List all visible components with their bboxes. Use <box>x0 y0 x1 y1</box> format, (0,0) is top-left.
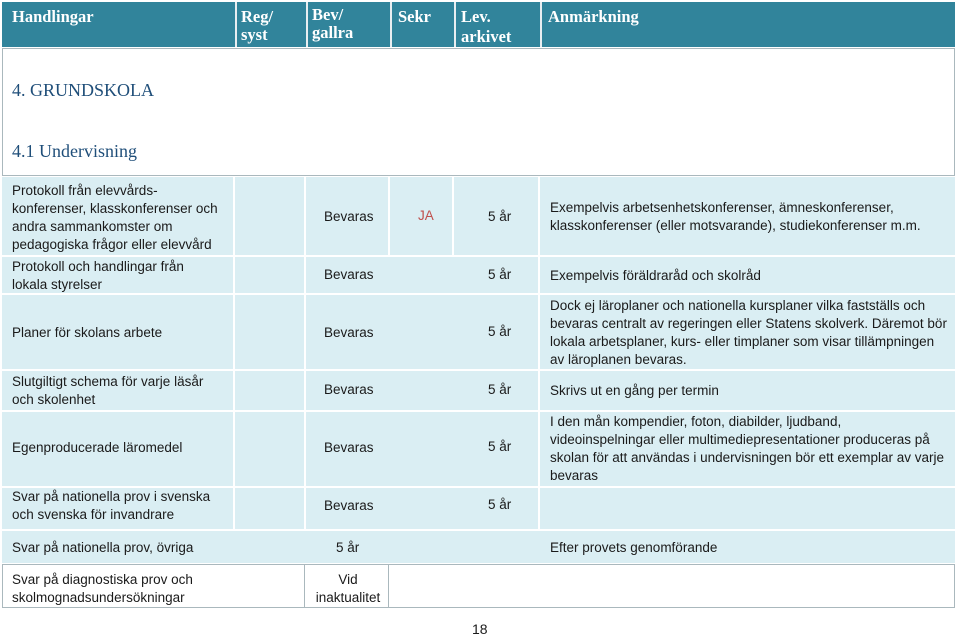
sekr-value: JA <box>418 208 434 223</box>
lev-value: 5 år <box>488 382 512 397</box>
bev-value: 5 år <box>336 540 360 555</box>
bev-value: Bevaras <box>324 382 374 397</box>
anm-value: Efter provets genomförande <box>550 540 718 555</box>
anm-value: I den mån kompendier, foton, diabilder, ljudband, videoinspelningar eller multimediepresentationer produceras på skolan för att användas i undervisningen bör ett exemplar av varje bevaras <box>550 414 944 483</box>
header-reg: Reg/ <box>241 7 274 26</box>
section-title-grundskola: 4. GRUNDSKOLA <box>12 80 155 100</box>
lev-value: 5 år <box>488 267 512 282</box>
header-sekr: Sekr <box>398 7 431 26</box>
header-anmarkning: Anmärkning <box>548 7 639 26</box>
bev-value: Bevaras <box>324 325 374 340</box>
table-row: Svar på diagnostiska prov och skolmognadsundersökningar <box>12 572 193 605</box>
anm-value: Exempelvis föräldraråd och skolråd <box>550 268 761 283</box>
header-lev: Lev. <box>461 7 491 26</box>
anm-value: Dock ej läroplaner och nationella kursplaner vilka fastställs och bevaras centralt av regeringen eller Statens skolverk. Däremot bör lokala arbetsplaner, kurs- eller timplaner som visar tillämpningen av läroplanen bevaras. <box>550 298 947 367</box>
table-row: Protokoll från elevvårds- konferenser, klasskonferenser och andra sammankomster om pedagogiska frågor eller elevvård <box>12 183 218 252</box>
bev-value: Bevaras <box>324 498 374 513</box>
lev-value: 5 år <box>488 324 512 339</box>
table-row: Svar på nationella prov i svenska och svenska för invandrare <box>12 489 211 522</box>
header-syst: syst <box>241 25 268 44</box>
page-number: 18 <box>472 621 488 637</box>
bev-value: Vid inaktualitet <box>315 572 381 605</box>
header-handlingar: Handlingar <box>12 7 94 26</box>
section-title-undervisning: 4.1 Undervisning <box>12 141 137 161</box>
header-arkivet: arkivet <box>461 27 512 46</box>
header-gallra: gallra <box>312 23 354 42</box>
bev-value: Bevaras <box>324 440 374 455</box>
table-row: Svar på nationella prov, övriga <box>12 540 194 555</box>
lev-value: 5 år <box>488 209 512 224</box>
header-bev: Bev/ <box>312 5 344 24</box>
lev-value: 5 år <box>488 439 512 454</box>
table-row: Planer för skolans arbete <box>12 325 163 340</box>
table-row: Slutgiltigt schema för varje läsår och skolenhet <box>12 374 204 407</box>
section-frame <box>2 48 955 176</box>
table-row: Egenproducerade läromedel <box>12 440 183 455</box>
bev-value: Bevaras <box>324 209 374 224</box>
anm-value: Skrivs ut en gång per termin <box>550 383 719 398</box>
table-header <box>2 2 955 47</box>
bev-value: Bevaras <box>324 267 374 282</box>
lev-value: 5 år <box>488 497 512 512</box>
anm-value: Exempelvis arbetsenhetskonferenser, ämneskonferenser, klasskonferenser (eller motsvarande), studiekonferenser m.m. <box>550 200 921 233</box>
table-row: Protokoll och handlingar från lokala styrelser <box>12 259 184 292</box>
